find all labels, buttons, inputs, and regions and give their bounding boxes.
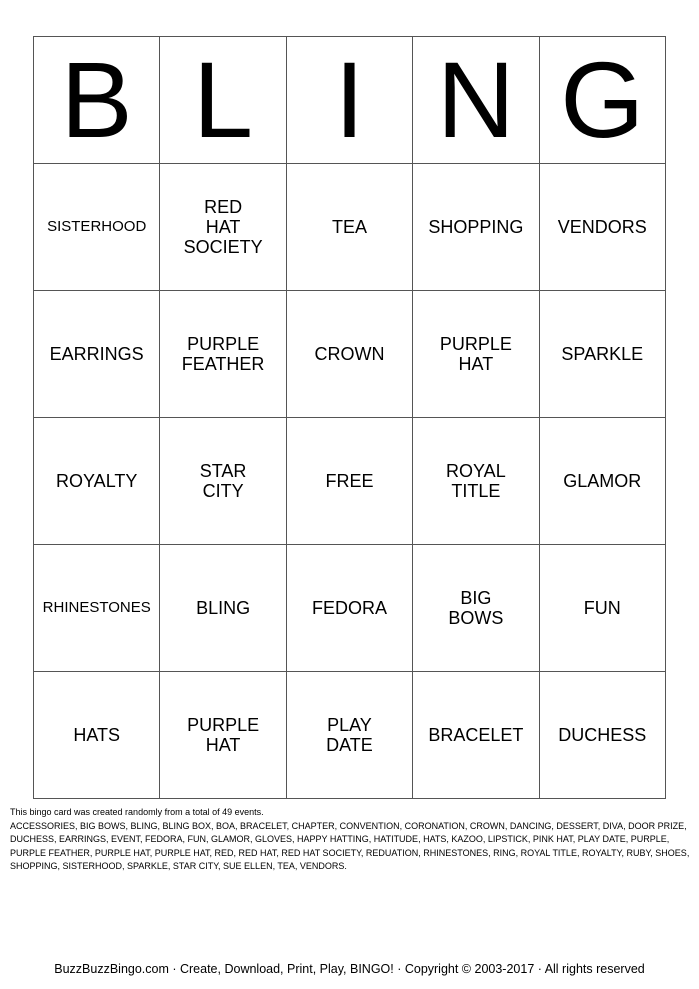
free-space-cell: FREE (286, 418, 412, 545)
bingo-cell: FUN (539, 545, 665, 672)
bingo-row (34, 418, 666, 545)
header-letter-i: I (286, 37, 412, 164)
bingo-row (34, 672, 666, 799)
card-note-events: ACCESSORIES, BIG BOWS, BLING, BLING BOX, BOA, BRACELET, CHAPTER, CONVENTION, CORONATION, CROWN, DANCING, DESSERT, DIVA, DOOR PRIZE, DUCHESS, EARRINGS, EVENT, FEDORA, FUN, GLAMOR, GLOVES, HAPPY HATTING, HATITUDE, HATS, KAZOO, LIPSTICK, PINK HAT, PLAY DATE, PURPLE, PURPLE FEATHER, PURPLE HAT, PURPLE HAT, RED, RED HAT, RED HAT SOCIETY, REDUATION, RHINESTONES, RING, ROYAL TITLE, ROYALTY, RUBY, SHOES, SHOPPING, SISTERHOOD, SPARKLE, STAR CITY, SUE ELLEN, TEA, VENDORS. (10, 820, 690, 872)
bingo-cell: RHINESTONES (34, 545, 160, 672)
bingo-cell: HATS (34, 672, 160, 799)
bingo-cell: BRACELET (413, 672, 539, 799)
bingo-cell: PURPLE HAT (413, 291, 539, 418)
bingo-cell: GLAMOR (539, 418, 665, 545)
footer-copyright: BuzzBuzzBingo.com · Create, Download, Print, Play, BINGO! · Copyright © 2003-2017 · All rights reserved (54, 962, 645, 976)
bingo-cell: ROYALTY (34, 418, 160, 545)
header-letter-g: G (539, 37, 665, 164)
bingo-row (34, 164, 666, 291)
header-letter-l: L (160, 37, 286, 164)
bingo-cell: RED HAT SOCIETY (160, 164, 286, 291)
bingo-cell: EARRINGS (34, 291, 160, 418)
bingo-header-row (34, 37, 666, 164)
header-letter-n: N (413, 37, 539, 164)
bingo-cell: PURPLE HAT (160, 672, 286, 799)
bingo-cell: STAR CITY (160, 418, 286, 545)
bingo-cell: PURPLE FEATHER (160, 291, 286, 418)
bingo-row (34, 545, 666, 672)
bingo-cell: FEDORA (286, 545, 412, 672)
bingo-card (33, 36, 666, 799)
bingo-cell: SPARKLE (539, 291, 665, 418)
bingo-cell: VENDORS (539, 164, 665, 291)
bingo-cell: ROYAL TITLE (413, 418, 539, 545)
bingo-cell: SISTERHOOD (34, 164, 160, 291)
bingo-row (34, 291, 666, 418)
card-note-intro: This bingo card was created randomly from a total of 49 events. (10, 807, 264, 817)
bingo-cell: BLING (160, 545, 286, 672)
bingo-cell: PLAY DATE (286, 672, 412, 799)
bingo-cell: SHOPPING (413, 164, 539, 291)
bingo-cell: DUCHESS (539, 672, 665, 799)
bingo-cell: BIG BOWS (413, 545, 539, 672)
bingo-cell: CROWN (286, 291, 412, 418)
card-note (10, 806, 690, 874)
header-letter-b: B (34, 37, 160, 164)
bingo-cell: TEA (286, 164, 412, 291)
